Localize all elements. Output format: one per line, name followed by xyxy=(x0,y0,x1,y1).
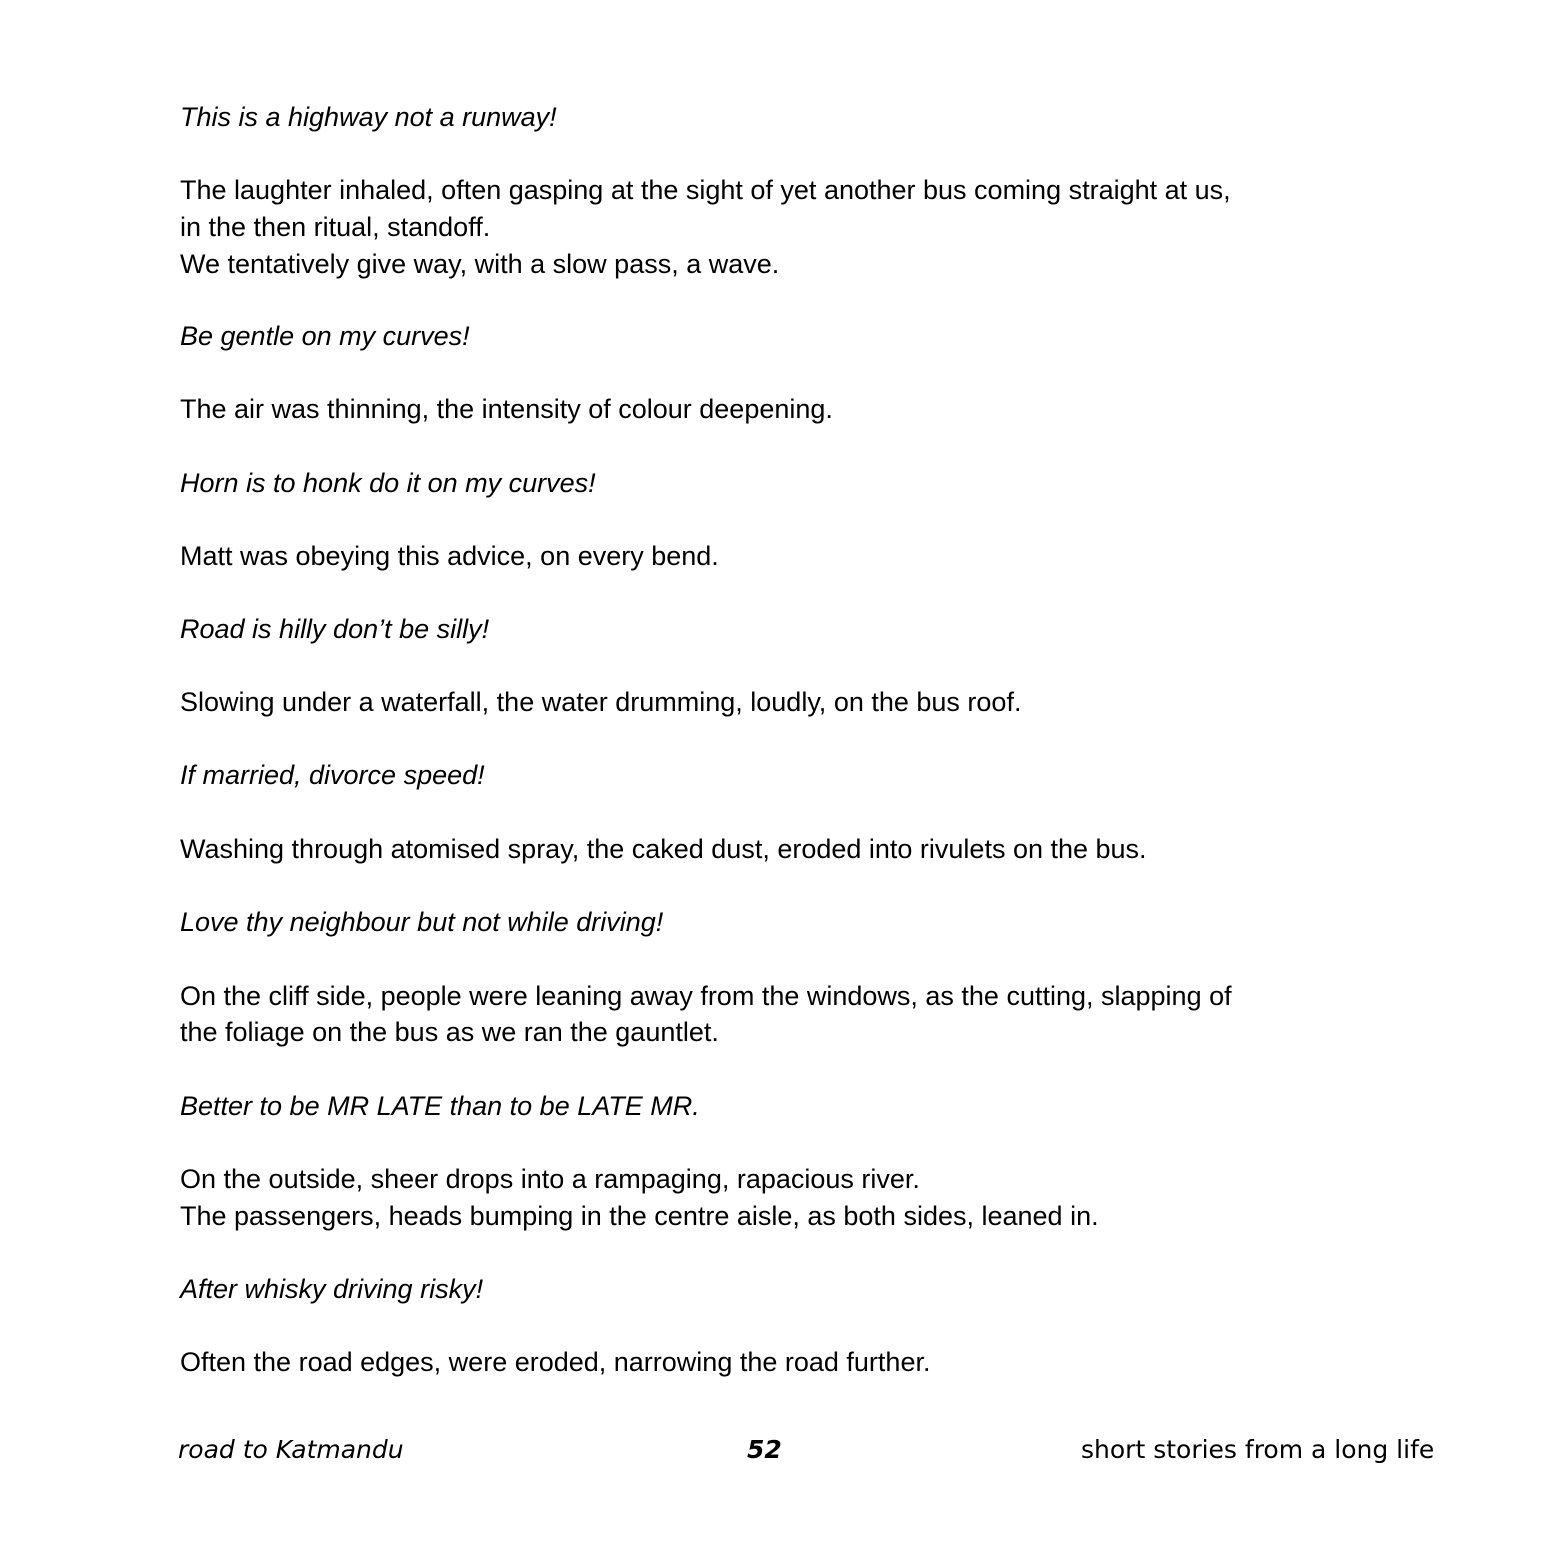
footer-book-title: road to Katmandu xyxy=(178,1435,404,1464)
road-sign-quote: Better to be MR LATE than to be LATE MR. xyxy=(180,1091,700,1121)
road-sign-quote: After whisky driving risky! xyxy=(180,1274,484,1304)
narrative-line: Washing through atomised spray, the caked dust, eroded into rivulets on the bus. xyxy=(180,834,1147,864)
footer-series-title: short stories from a long life xyxy=(1081,1435,1435,1464)
narrative-line: the foliage on the bus as we ran the gauntlet. xyxy=(180,1017,719,1047)
road-sign-quote: Horn is to honk do it on my curves! xyxy=(180,468,596,498)
narrative-line: in the then ritual, standoff. xyxy=(180,212,491,242)
road-sign-quote: Be gentle on my curves! xyxy=(180,321,470,351)
narrative-line: We tentatively give way, with a slow pass, a wave. xyxy=(180,249,780,279)
narrative-line: On the outside, sheer drops into a rampaging, rapacious river. xyxy=(180,1164,920,1194)
narrative-line: On the cliff side, people were leaning away from the windows, as the cutting, slapping of xyxy=(180,981,1232,1011)
narrative-line: Often the road edges, were eroded, narrowing the road further. xyxy=(180,1347,931,1377)
road-sign-quote: Love thy neighbour but not while driving! xyxy=(180,907,664,937)
footer-page-number: 52 xyxy=(747,1435,782,1464)
road-sign-quote: Road is hilly don’t be silly! xyxy=(180,614,490,644)
narrative-line: Slowing under a waterfall, the water drumming, loudly, on the bus roof. xyxy=(180,687,1022,717)
narrative-line: The passengers, heads bumping in the centre aisle, as both sides, leaned in. xyxy=(180,1201,1099,1231)
road-sign-quote: This is a highway not a runway! xyxy=(180,102,557,132)
narrative-line: The air was thinning, the intensity of colour deepening. xyxy=(180,394,833,424)
road-sign-quote: If married, divorce speed! xyxy=(180,760,485,790)
narrative-line: Matt was obeying this advice, on every bend. xyxy=(180,541,719,571)
narrative-line: The laughter inhaled, often gasping at the sight of yet another bus coming straight at us, xyxy=(180,175,1231,205)
